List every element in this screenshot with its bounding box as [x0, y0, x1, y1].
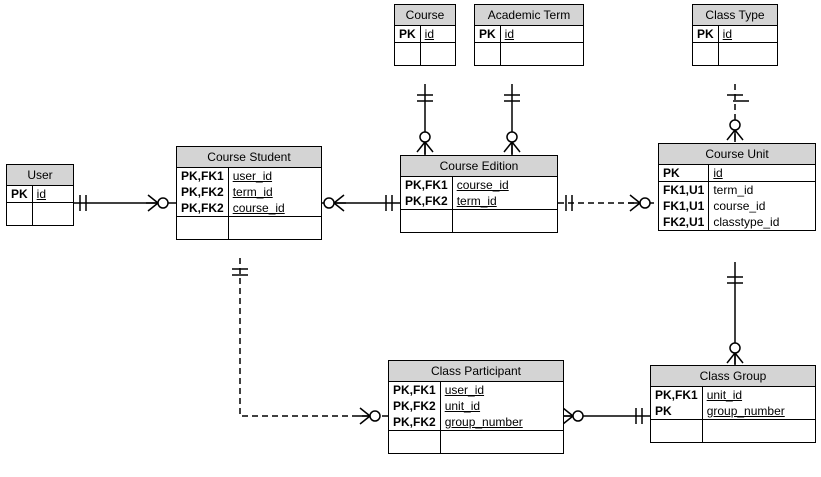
attribute-name: unit_id	[444, 399, 481, 413]
table-row	[659, 165, 815, 182]
attribute-name: term_id	[456, 194, 497, 208]
attribute-name: course_id	[456, 178, 509, 192]
entity-title: Class Type	[693, 5, 777, 26]
attribute-key: FK1,U1	[659, 198, 709, 214]
table-row	[389, 398, 563, 414]
attribute-name: user_id	[444, 383, 485, 397]
entity-title: Class Group	[651, 366, 815, 387]
entity-attributes	[651, 387, 815, 442]
entity-class-participant[interactable]	[388, 360, 564, 454]
table-row	[389, 382, 563, 398]
table-row	[659, 198, 815, 214]
entity-title: Academic Term	[475, 5, 583, 26]
attribute-key: PK	[475, 26, 500, 43]
table-row	[389, 414, 563, 431]
entity-attributes	[7, 186, 73, 225]
attribute-key: PK,FK1	[177, 168, 228, 184]
attribute-key: PK,FK1	[389, 382, 440, 398]
table-row	[651, 387, 815, 403]
relationship-class-type-course-unit	[727, 84, 749, 143]
attribute-name-empty	[452, 210, 557, 233]
entity-title: Course Student	[177, 147, 321, 168]
table-row-empty	[389, 431, 563, 454]
relationship-course-student-class-participant	[232, 258, 388, 424]
entity-attributes	[475, 26, 583, 65]
table-row	[177, 184, 321, 200]
relationship-course-course-edition	[417, 84, 433, 155]
entity-user[interactable]	[6, 164, 74, 226]
table-row-empty	[7, 203, 73, 226]
attribute-key: PK,FK1	[651, 387, 702, 403]
entity-attributes	[395, 26, 455, 65]
attribute-key-empty	[401, 210, 452, 233]
attribute-key-empty	[7, 203, 32, 226]
attribute-key: PK	[651, 403, 702, 420]
attribute-name-empty	[32, 203, 73, 226]
relationship-course-edition-course-unit	[558, 195, 658, 211]
attribute-name-empty	[440, 431, 563, 454]
attribute-key: PK	[7, 186, 32, 203]
attribute-name: id	[713, 166, 723, 180]
entity-title: Course Unit	[659, 144, 815, 165]
entity-attributes	[177, 168, 321, 239]
table-row	[177, 168, 321, 184]
attribute-key: PK	[659, 165, 709, 182]
attribute-key: FK2,U1	[659, 214, 709, 230]
table-row	[693, 26, 777, 43]
attribute-name-empty	[718, 43, 777, 66]
entity-attributes	[693, 26, 777, 65]
attribute-name: course_id	[713, 199, 766, 213]
relationship-course-student-course-edition	[322, 195, 400, 211]
entity-course[interactable]	[394, 4, 456, 66]
entity-title: User	[7, 165, 73, 186]
relationship-user-course-student	[74, 195, 176, 211]
attribute-key: PK,FK2	[389, 414, 440, 431]
attribute-name-empty	[420, 43, 455, 66]
attribute-name-empty	[702, 420, 815, 443]
attribute-key-empty	[475, 43, 500, 66]
entity-attributes	[659, 165, 815, 230]
attribute-key: PK,FK2	[401, 193, 452, 210]
entity-attributes	[389, 382, 563, 453]
table-row-empty	[401, 210, 557, 233]
table-row	[177, 200, 321, 217]
table-row	[401, 177, 557, 193]
table-row-empty	[177, 217, 321, 240]
attribute-name-empty	[228, 217, 321, 240]
table-row-empty	[693, 43, 777, 66]
attribute-name: classtype_id	[713, 215, 780, 229]
table-row	[659, 182, 815, 199]
table-row-empty	[475, 43, 583, 66]
attribute-name: group_number	[444, 415, 523, 429]
table-row	[7, 186, 73, 203]
table-row	[475, 26, 583, 43]
table-row-empty	[651, 420, 815, 443]
attribute-name: term_id	[232, 185, 273, 199]
entity-class-group[interactable]	[650, 365, 816, 443]
table-row	[651, 403, 815, 420]
relationship-class-group-class-participant	[562, 408, 650, 424]
attribute-key-empty	[389, 431, 440, 454]
entity-attributes	[401, 177, 557, 232]
attribute-key-empty	[395, 43, 420, 66]
attribute-name: course_id	[232, 201, 285, 215]
table-row-empty	[395, 43, 455, 66]
table-row	[401, 193, 557, 210]
entity-course-edition[interactable]	[400, 155, 558, 233]
attribute-key-empty	[177, 217, 228, 240]
attribute-name: id	[504, 27, 515, 41]
attribute-key: PK,FK2	[177, 184, 228, 200]
attribute-name: term_id	[713, 183, 754, 197]
attribute-key: PK	[395, 26, 420, 43]
attribute-key: FK1,U1	[659, 182, 709, 199]
attribute-name: id	[424, 27, 435, 41]
entity-course-student[interactable]	[176, 146, 322, 240]
attribute-key: PK,FK2	[177, 200, 228, 217]
attribute-name: id	[722, 27, 733, 41]
entity-title: Class Participant	[389, 361, 563, 382]
attribute-name: id	[36, 187, 47, 201]
attribute-name: unit_id	[706, 388, 743, 402]
entity-course-unit[interactable]	[658, 143, 816, 231]
attribute-key: PK,FK1	[401, 177, 452, 193]
entity-title: Course	[395, 5, 455, 26]
attribute-key-empty	[651, 420, 702, 443]
table-row	[395, 26, 455, 43]
entity-academic-term[interactable]	[474, 4, 584, 66]
attribute-key: PK,FK2	[389, 398, 440, 414]
attribute-name: user_id	[232, 169, 273, 183]
relationship-academic-term-course-edition	[504, 84, 520, 155]
attribute-key: PK	[693, 26, 718, 43]
relationship-course-unit-class-group	[727, 262, 743, 365]
entity-class-type[interactable]	[692, 4, 778, 66]
attribute-name: group_number	[706, 404, 785, 418]
attribute-name-empty	[500, 43, 583, 66]
attribute-key-empty	[693, 43, 718, 66]
table-row	[659, 214, 815, 230]
entity-title: Course Edition	[401, 156, 557, 177]
